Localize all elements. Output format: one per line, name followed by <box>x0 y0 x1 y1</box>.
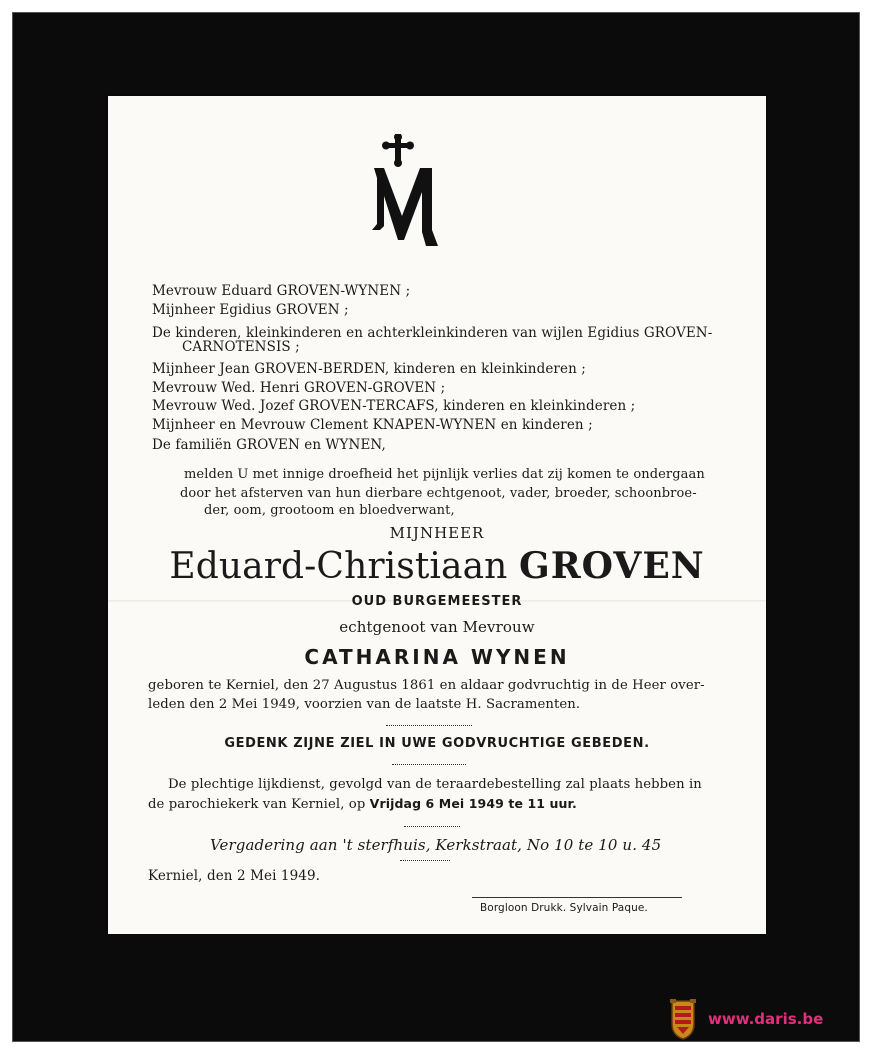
header-line: Mijnheer Jean GROVEN-BERDEN, kinderen en kleinkinderen ; <box>152 361 586 377</box>
announcement-line: door het afsterven van hun dierbare echtgenoot, vader, broeder, schoonbroe- <box>180 486 697 501</box>
header-line: Mevrouw Eduard GROVEN-WYNEN ; <box>152 283 411 299</box>
cross-monogram-icon <box>366 134 444 248</box>
header-line: CARNOTENSIS ; <box>182 339 300 355</box>
deceased-first-names: Eduard-Christiaan <box>169 546 508 587</box>
funeral-date: Vrijdag 6 Mei 1949 te 11 uur. <box>369 796 577 811</box>
announcement-line: melden U met innige droefheid het pijnlijk verlies dat zij komen te ondergaan <box>184 467 705 482</box>
funeral-line: De plechtige lijkdienst, gevolgd van de teraardebestelling zal plaats hebben in <box>168 777 702 792</box>
header-line: Mevrouw Wed. Henri GROVEN-GROVEN ; <box>152 380 446 396</box>
birth-line: leden den 2 Mei 1949, voorzien van de laatste H. Sacramenten. <box>148 697 581 712</box>
watermark[interactable]: www.daris.be <box>708 1010 824 1028</box>
meeting: Vergadering aan 't sterfhuis, Kerkstraat, No 10 te 10 u. 45 <box>210 836 662 854</box>
dotted-separator <box>400 860 450 861</box>
printer-rule <box>472 897 682 898</box>
function: OUD BURGEMEESTER <box>351 594 523 609</box>
printer: Borgloon Drukk. Sylvain Paque. <box>480 902 648 914</box>
deceased-name <box>108 545 766 587</box>
spouse-intro: echtgenoot van Mevrouw <box>339 618 535 636</box>
crest-icon <box>668 998 698 1040</box>
title: MIJNHEER <box>389 524 485 542</box>
dotted-separator <box>392 764 466 765</box>
announcement-line: der, oom, grootoom en bloedverwant, <box>204 503 455 518</box>
header-line: Mevrouw Wed. Jozef GROVEN-TERCAFS, kinderen en kleinkinderen ; <box>152 398 636 414</box>
funeral-line <box>148 796 577 812</box>
deceased-surname: GROVEN <box>519 545 705 587</box>
place-date: Kerniel, den 2 Mei 1949. <box>148 868 321 884</box>
header-line: Mijnheer Egidius GROVEN ; <box>152 302 349 318</box>
birth-line: geboren te Kerniel, den 27 Augustus 1861 en aldaar godvruchtig in de Heer over- <box>148 678 705 693</box>
header-line: De familiën GROVEN en WYNEN, <box>152 437 386 453</box>
prayer: GEDENK ZIJNE ZIEL IN UWE GODVRUCHTIGE GEBEDEN. <box>224 736 650 751</box>
funeral-line-prefix: de parochiekerk van Kerniel, op <box>148 797 370 812</box>
spouse-name: CATHARINA WYNEN <box>304 645 570 669</box>
dotted-separator <box>404 826 460 827</box>
mourning-card <box>108 96 766 934</box>
header-line: De kinderen, kleinkinderen en achterkleinkinderen van wijlen Egidius GROVEN- <box>152 325 713 341</box>
header-line: Mijnheer en Mevrouw Clement KNAPEN-WYNEN en kinderen ; <box>152 417 593 433</box>
dotted-separator <box>386 725 472 726</box>
